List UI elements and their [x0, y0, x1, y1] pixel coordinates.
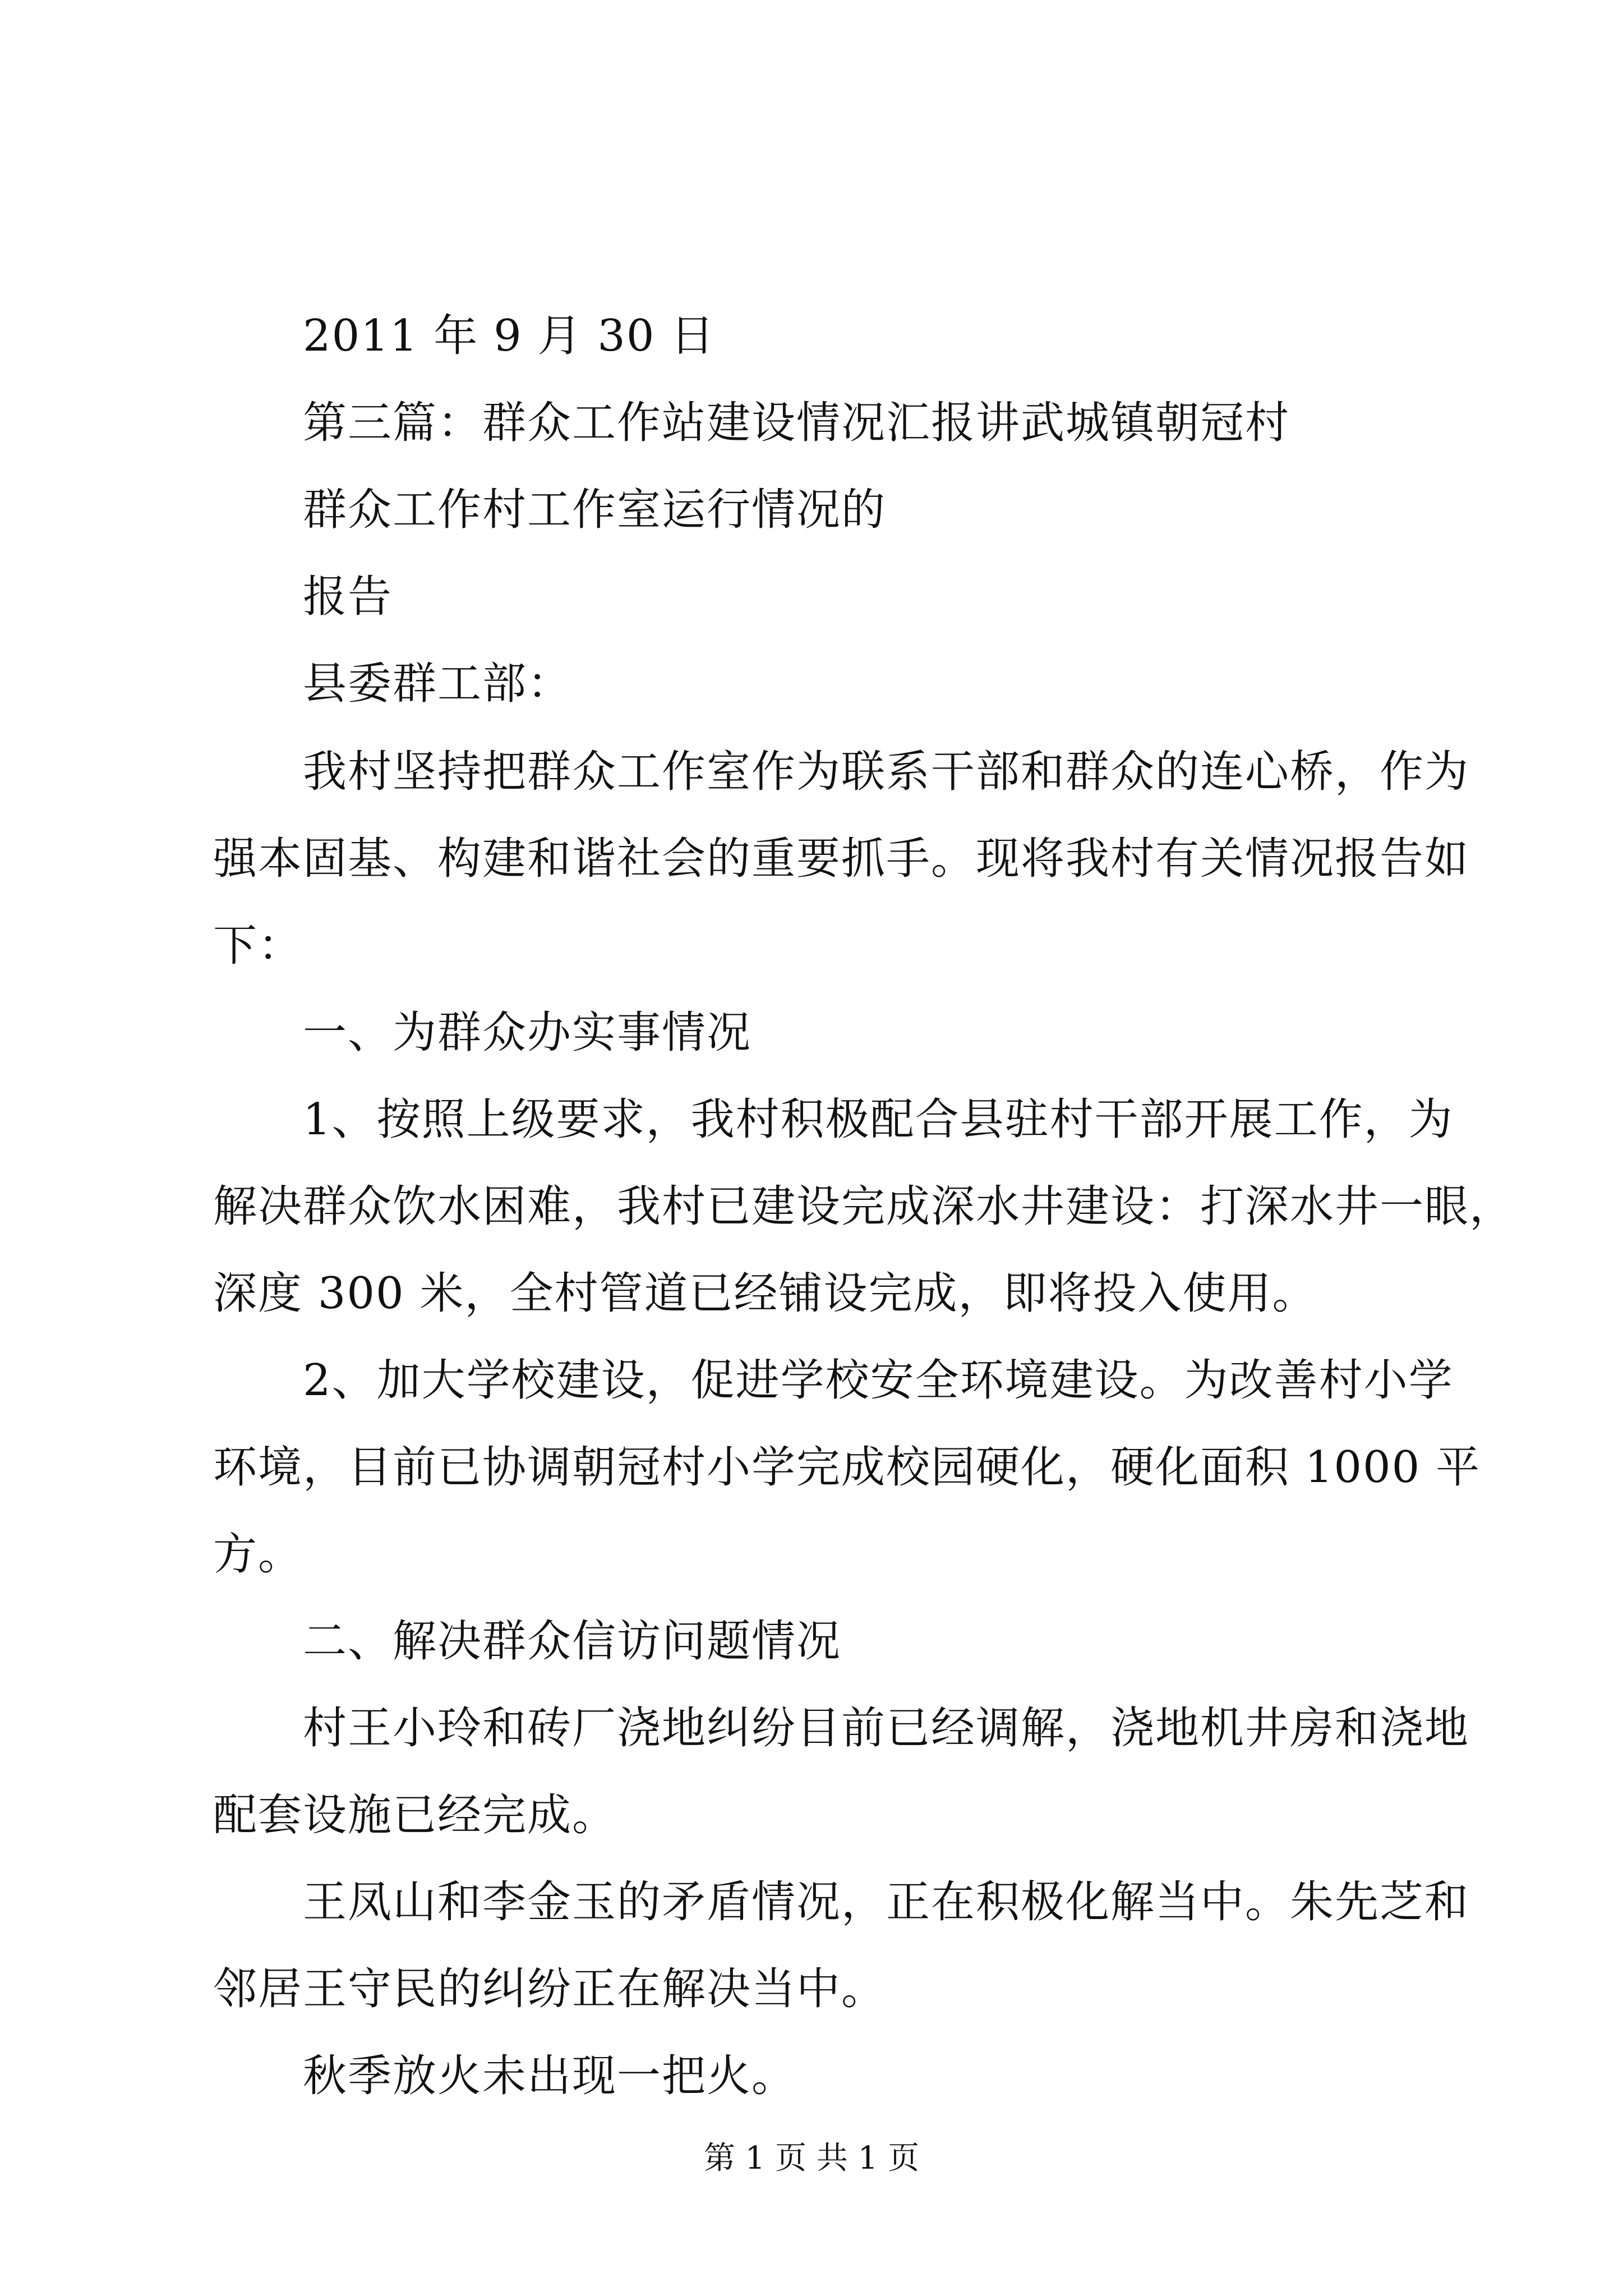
paragraph-line: 下： [213, 921, 303, 971]
paragraph-line: 我村坚持把群众工作室作为联系干部和群众的连心桥，作为 [303, 747, 1470, 797]
paragraph-line: 配套设施已经完成。 [213, 1790, 617, 1841]
section-heading: 一、为群众办实事情况 [303, 1007, 752, 1058]
paragraph-line: 方。 [213, 1529, 303, 1580]
date-line: 2011 年 9 月 30 日 [303, 311, 716, 361]
paragraph-line: 深度 300 米，全村管道已经铺设完成，即将投入使用。 [213, 1268, 1317, 1319]
paragraph-line: 2、加大学校建设，促进学校安全环境建设。为改善村小学 [303, 1355, 1454, 1406]
paragraph-line: 村王小玲和砖厂浇地纠纷目前已经调解，浇地机井房和浇地 [303, 1703, 1470, 1754]
page-footer: 第 1 页 共 1 页 [703, 2140, 920, 2177]
paragraph-line: 环境，目前已协调朝冠村小学完成校园硬化，硬化面积 1000 平 [213, 1442, 1481, 1493]
paragraph-line: 强本固基、构建和谐社会的重要抓手。现将我村有关情况报告如 [213, 834, 1470, 884]
paragraph-line: 王凤山和李金玉的矛盾情况，正在积极化解当中。朱先芝和 [303, 1877, 1470, 1927]
salutation: 县委群工部： [303, 659, 573, 709]
paragraph-line: 秋季放火未出现一把火。 [303, 2051, 797, 2101]
title-line-1: 第三篇：群众工作站建设情况汇报讲武城镇朝冠村 [303, 398, 1290, 448]
title-line-2: 群众工作村工作室运行情况的 [303, 485, 887, 535]
title-line-3: 报告 [303, 572, 393, 622]
paragraph-line: 解决群众饮水困难，我村已建设完成深水井建设：打深水井一眼， [213, 1181, 1515, 1232]
section-heading: 二、解决群众信访问题情况 [303, 1616, 842, 1667]
paragraph-line: 邻居王守民的纠纷正在解决当中。 [213, 1964, 887, 2014]
paragraph-line: 1、按照上级要求，我村积极配合县驻村干部开展工作，为 [303, 1094, 1454, 1145]
